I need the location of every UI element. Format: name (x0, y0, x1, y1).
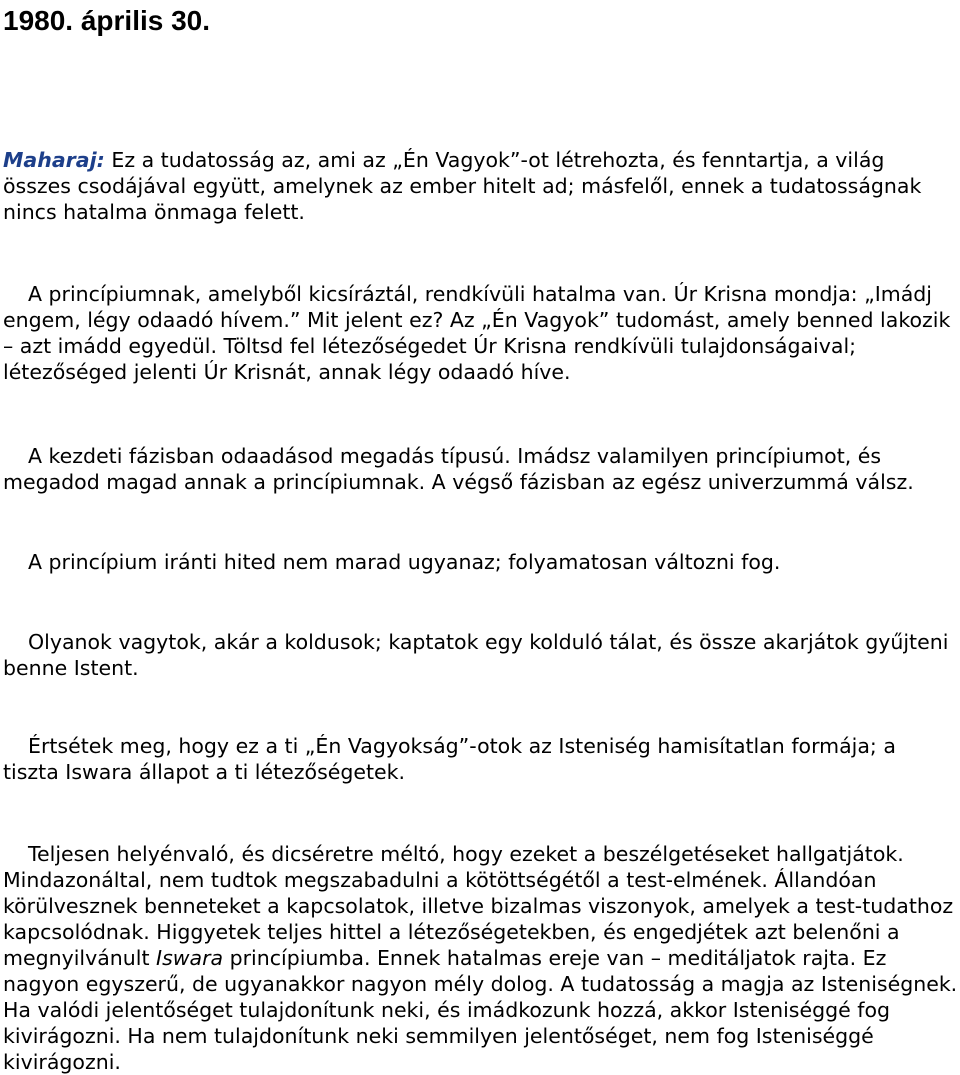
paragraph-devotion-phases: A kezdeti fázisban odaadásod megadás típusú. Imádsz valamilyen princípiumot, és megadod magad annak a princípiumnak. A végső fázisban az egész univerzummá válsz. (3, 444, 914, 494)
speaker-label: Maharaj: (3, 148, 105, 172)
paragraph-faith-changes: A princípium iránti hited nem marad ugyanaz; folyamatosan változni fog. (28, 550, 781, 574)
paragraph-text-part1: Teljesen helyénvaló, és dicséretre méltó, hogy ezeket a beszélgetéseket hallgatjátok. Mindazonáltal, nem tudtok megszabadulni a kötöttségétől a test-elmének. Állandóan körülvesznek benneteket a kapcsolatok, illetve bizalmas viszonyok, amelyek a test-tudathoz kapcsolódnak. Higgyetek teljes hittel a létezőségetekben, és engedjétek azt belenőni a megnyilvánult (3, 842, 954, 970)
paragraph-text: Ez a tudatosság az, ami az „Én Vagyok”-ot létrehozta, és fenntartja, a világ összes csodájával együtt, amelynek az ember hitelt ad; másfelől, ennek a tudatosságnak nincs hatalma önmaga felett. (3, 148, 922, 224)
paragraph-text-part2: princípiumba. Ennek hatalmas ereje van – meditáljatok rajta. Ez nagyon egyszerű, de ugyanakkor nagyon mély dolog. A tudatosság a magja az Isteniségnek. Ha valódi jelentőséget tulajdonítunk neki, és imádkozunk hozzá, akkor Isteniséggé fog kivirágozni. Ha nem tulajdonítunk neki semmilyen jelentőséget, nem fog Isteniséggé kivirágozni. (3, 946, 958, 1074)
paragraph-maharaj-intro (3, 147, 958, 225)
paragraph-beggars: Olyanok vagytok, akár a koldusok; kaptatok egy kolduló tálat, és össze akarjátok gyűjteni benne Istent. (3, 630, 949, 680)
paragraph-beingness (3, 841, 958, 1075)
iswara-term: Iswara (156, 946, 224, 970)
paragraph-principle: A princípiumnak, amelyből kicsíráztál, rendkívüli hatalma van. Úr Krisna mondja: „Imádj engem, légy odaadó hívem.” Mit jelent ez? Az „Én Vagyok” tudomást, amely benned lakozik – azt imádd egyedül. Töltsd fel létezőségedet Úr Krisna rendkívüli tulajdonságaival; létezőséged jelenti Úr Krisnát, annak légy odaadó híve. (3, 282, 951, 384)
paragraph-i-amness: Értsétek meg, hogy ez a ti „Én Vagyokság”-otok az Isteniség hamisítatlan formája; a tiszta Iswara állapot a ti létezőségetek. (3, 734, 896, 784)
page-date-heading: 1980. április 30. (3, 5, 211, 36)
